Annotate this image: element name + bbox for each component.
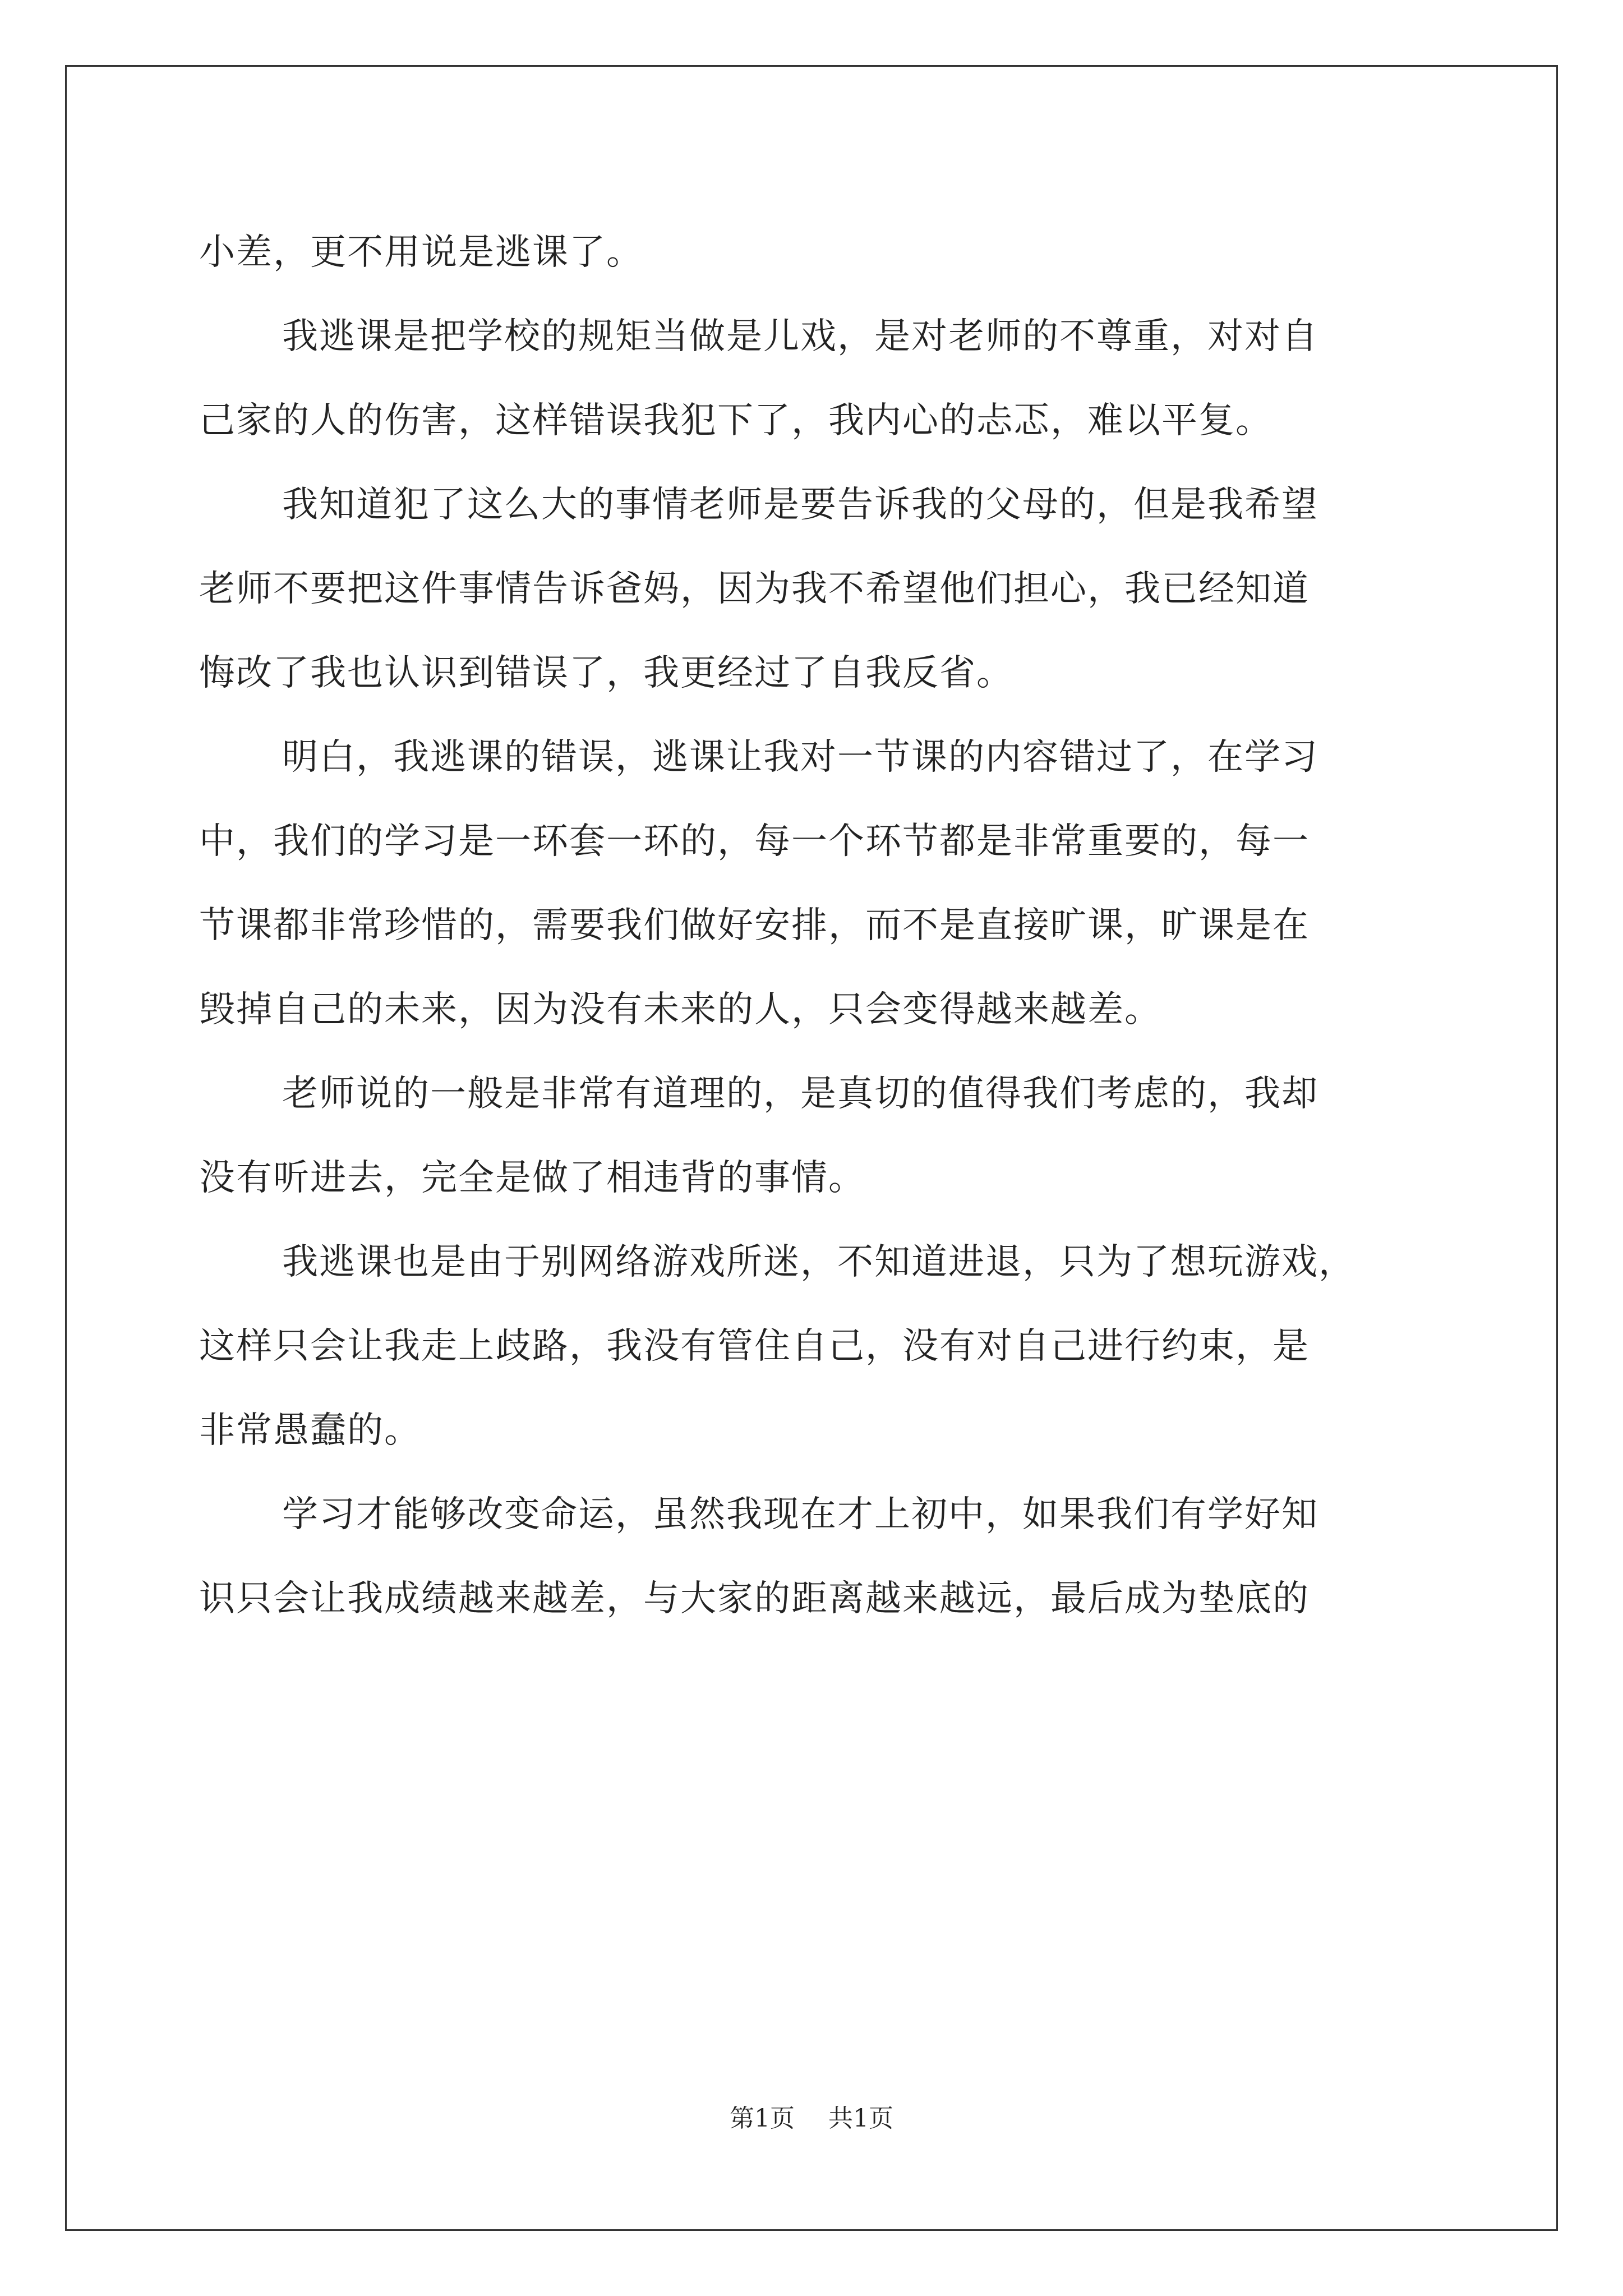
text-line: 老师说的一般是非常有道理的，是真切的值得我们考虑的，我却 xyxy=(282,1073,1318,1115)
page-footer xyxy=(0,2102,1623,2136)
text-line: 识只会让我成绩越来越差，与大家的距离越来越远，最后成为垫底的 xyxy=(199,1578,1310,1619)
text-line: 我逃课也是由于别网络游戏所迷，不知道进退，只为了想玩游戏， xyxy=(282,1241,1355,1283)
text-line: 非常愚蠢的。 xyxy=(199,1410,421,1451)
document-body xyxy=(199,210,1461,1641)
text-line: 我逃课是把学校的规矩当做是儿戏，是对老师的不尊重，对对自 xyxy=(282,316,1318,357)
text-line: 己家的人的伤害，这样错误我犯下了，我内心的忐忑，难以平复。 xyxy=(199,400,1272,441)
text-line: 小差，更不用说是逃课了。 xyxy=(199,232,643,273)
text-line: 学习才能够改变命运，虽然我现在才上初中，如果我们有学好知 xyxy=(282,1494,1318,1535)
text-line: 毁掉自己的未来，因为没有未来的人，只会变得越来越差。 xyxy=(199,989,1161,1030)
text-line: 悔改了我也认识到错误了，我更经过了自我反省。 xyxy=(199,652,1013,694)
text-line: 老师不要把这件事情告诉爸妈，因为我不希望他们担心，我已经知道 xyxy=(199,568,1310,610)
text-line: 我知道犯了这么大的事情老师是要告诉我的父母的，但是我希望 xyxy=(282,484,1318,526)
page-number: 第1页 xyxy=(730,2104,795,2133)
text-line: 没有听进去，完全是做了相违背的事情。 xyxy=(199,1157,865,1199)
page-total: 共1页 xyxy=(828,2104,893,2133)
text-line: 这样只会让我走上歧路，我没有管住自己，没有对自己进行约束，是 xyxy=(199,1326,1310,1367)
text-line: 明白，我逃课的错误，逃课让我对一节课的内容错过了，在学习 xyxy=(282,737,1318,778)
text-line: 节课都非常珍惜的，需要我们做好安排，而不是直接旷课，旷课是在 xyxy=(199,905,1310,946)
text-line: 中，我们的学习是一环套一环的，每一个环节都是非常重要的，每一 xyxy=(199,821,1310,862)
